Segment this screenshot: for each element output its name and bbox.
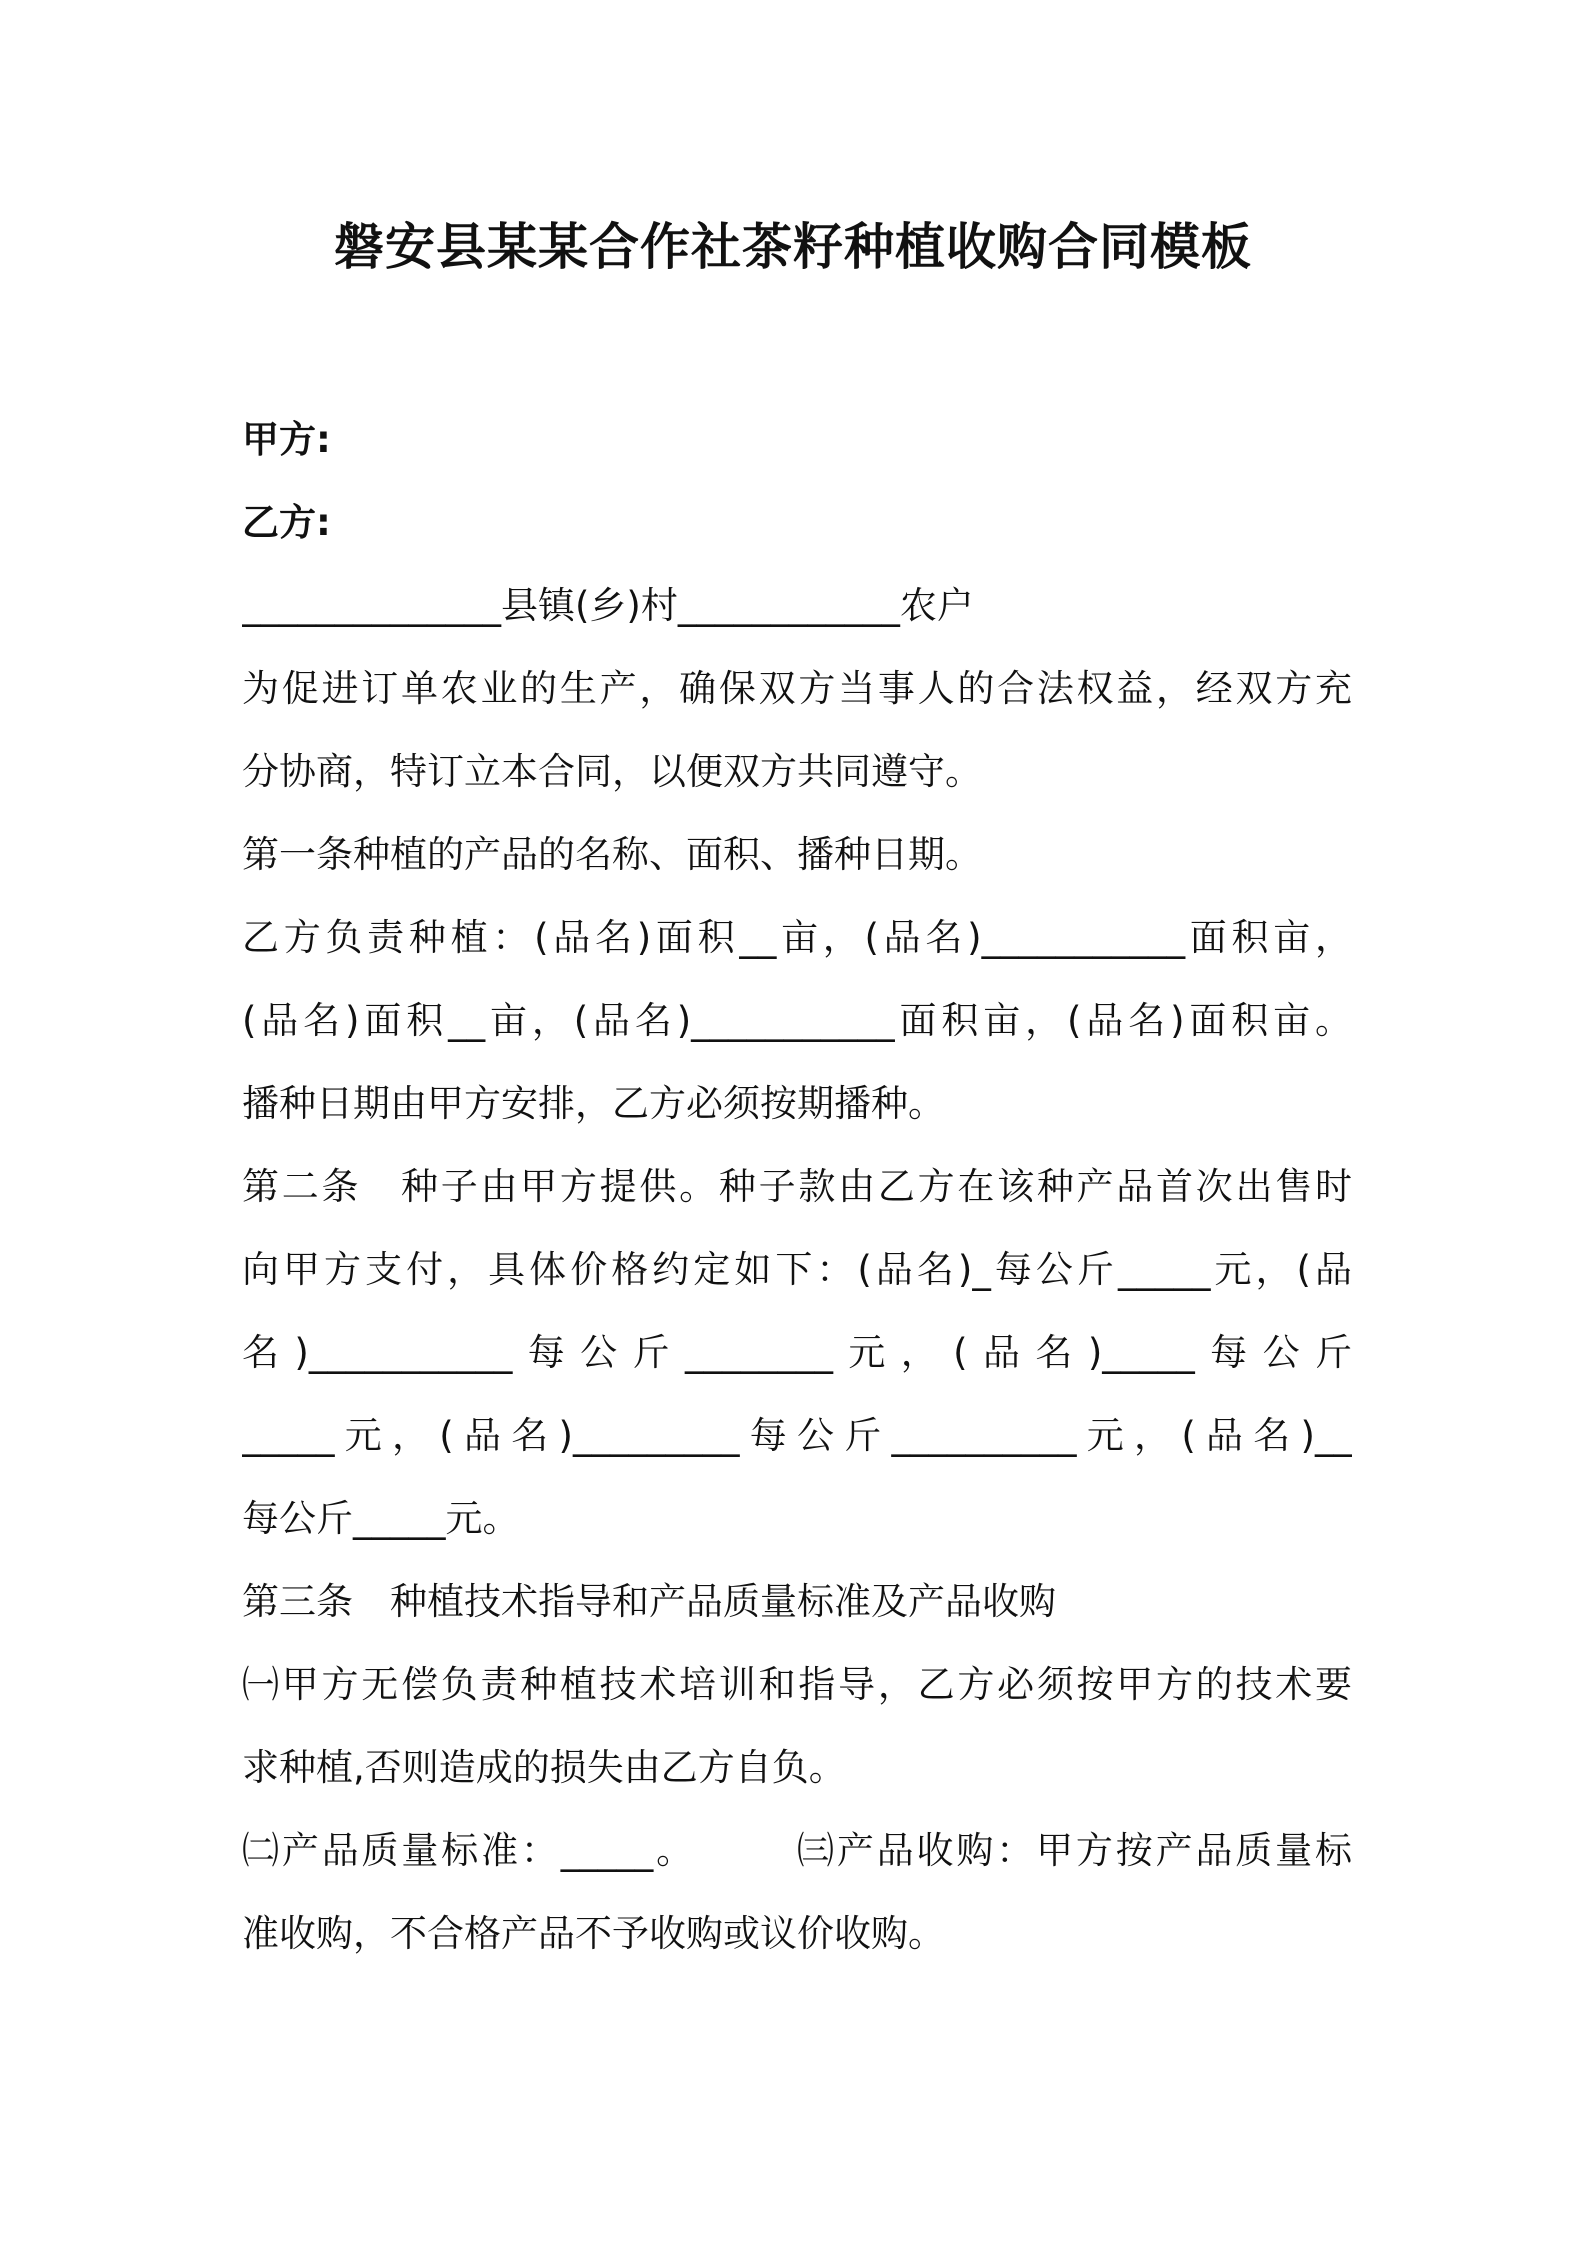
document-title: 磐安县某某合作社茶籽种植收购合同模板 xyxy=(334,218,1252,276)
article-two-line: 名)___________每公斤________元，(品名)_____每公斤 xyxy=(242,1331,1352,1374)
document-body xyxy=(242,398,1352,1975)
article-one-heading: 第一条种植的产品的名称、面积、播种日期。 xyxy=(242,833,982,876)
article-two-line: 每公斤_____元。 xyxy=(242,1497,520,1540)
article-one-line: (品名)面积__亩，(品名)___________面积亩，(品名)面积亩。 xyxy=(242,999,1352,1042)
article-two-line: 向甲方支付，具体价格约定如下：(品名)_每公斤_____元，(品 xyxy=(242,1248,1352,1291)
article-one-line: 乙方负责种植：(品名)面积__亩，(品名)___________面积亩， xyxy=(242,916,1352,959)
article-three-line: 求种植,否则造成的损失由乙方自负。 xyxy=(242,1746,846,1789)
preamble-line: 为促进订单农业的生产，确保双方当事人的合法权益，经双方充 xyxy=(242,667,1352,710)
article-three-line: ㈠甲方无偿负责种植技术培训和指导，乙方必须按甲方的技术要 xyxy=(242,1663,1352,1706)
farmer-address-line: ______________县镇(乡)村____________农户 xyxy=(242,584,974,627)
party-b-line: 乙方: xyxy=(242,501,331,544)
article-two-line: _____元，(品名)_________每公斤__________元，(品名)__ xyxy=(242,1414,1352,1457)
article-three-line: ㈡产品质量标准：_____。 ㈢产品收购：甲方按产品质量标 xyxy=(242,1829,1352,1872)
article-one-line: 播种日期由甲方安排，乙方必须按期播种。 xyxy=(242,1082,945,1125)
article-three-line: 准收购，不合格产品不予收购或议价收购。 xyxy=(242,1912,945,1955)
party-a-line: 甲方: xyxy=(242,418,331,461)
article-two-line: 第二条 种子由甲方提供。种子款由乙方在该种产品首次出售时 xyxy=(242,1165,1352,1208)
preamble-line: 分协商，特订立本合同，以便双方共同遵守。 xyxy=(242,750,982,793)
article-three-heading: 第三条 种植技术指导和产品质量标准及产品收购 xyxy=(242,1580,1056,1623)
